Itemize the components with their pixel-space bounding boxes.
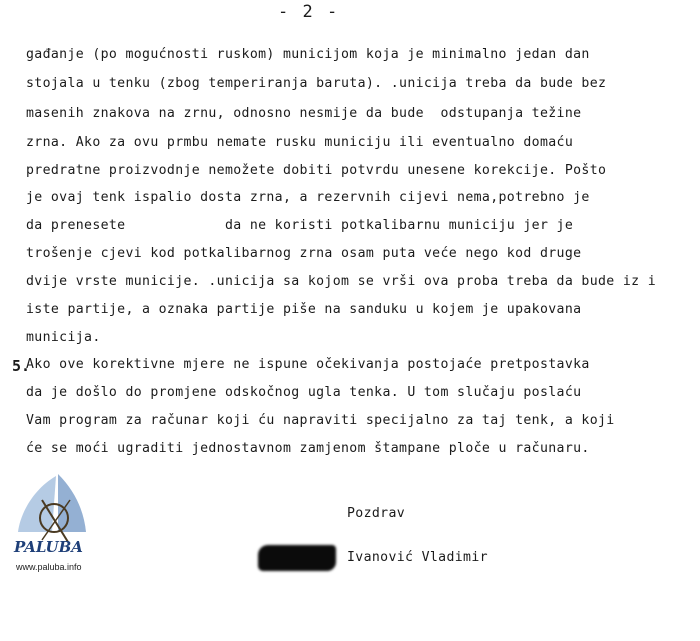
item-5-line-1: Ako ove korektivne mjere ne ispune očekivanja postojaće pretpostavka xyxy=(26,357,590,372)
watermark-url: www.paluba.info xyxy=(16,562,82,572)
body-line-1: gađanje (po mogućnosti ruskom) municijom koja je minimalno jedan dan xyxy=(26,47,590,62)
item-5-number: 5. xyxy=(12,357,31,375)
svg-text:PALUBA: PALUBA xyxy=(14,538,83,556)
body-line-8: trošenje cjevi kod potkalibarnog zrna osam puta veće nego kod druge xyxy=(26,246,582,261)
signature-name: Ivanović Vladimir xyxy=(347,550,488,565)
item-5-line-4: će se moći ugraditi jednostavnom zamjenom štampane ploče u računaru. xyxy=(26,441,590,456)
closing-greeting: Pozdrav xyxy=(347,506,406,521)
redacted-signature xyxy=(258,545,336,571)
body-line-10: iste partije, a oznaka partije piše na sanduku u kojem je upakovana xyxy=(26,302,582,317)
item-5-line-2: da je došlo do promjene odskočnog ugla tenka. U tom slučaju poslaću xyxy=(26,385,582,400)
body-line-2: stojala u tenku (zbog temperiranja baruta). .unicija treba da bude bez xyxy=(26,76,607,91)
item-5-line-3: Vam program za računar koji ću napraviti specijalno za taj tenk, a koji xyxy=(26,413,615,428)
page-number: - 2 - xyxy=(278,2,340,22)
body-line-5: predratne proizvodnje nemožete dobiti potvrdu unesene korekcije. Pošto xyxy=(26,163,607,178)
body-line-6: je ovaj tenk ispalio dosta zrna, a rezervnih cijevi nema,potrebno je xyxy=(26,190,590,205)
body-line-4: zrna. Ako za ovu prmbu nemate rusku municiju ili eventualno domaću xyxy=(26,135,574,150)
body-line-11: municija. xyxy=(26,330,101,345)
body-line-3: masenih znakova na zrnu, odnosno nesmije da bude odstupanja težine xyxy=(26,106,582,121)
body-line-7: da prenesete da ne koristi potkalibarnu municiju jer je xyxy=(26,218,574,233)
body-line-9: dvije vrste municije. .unicija sa kojom se vrši ova proba treba da bude iz i xyxy=(26,274,657,289)
